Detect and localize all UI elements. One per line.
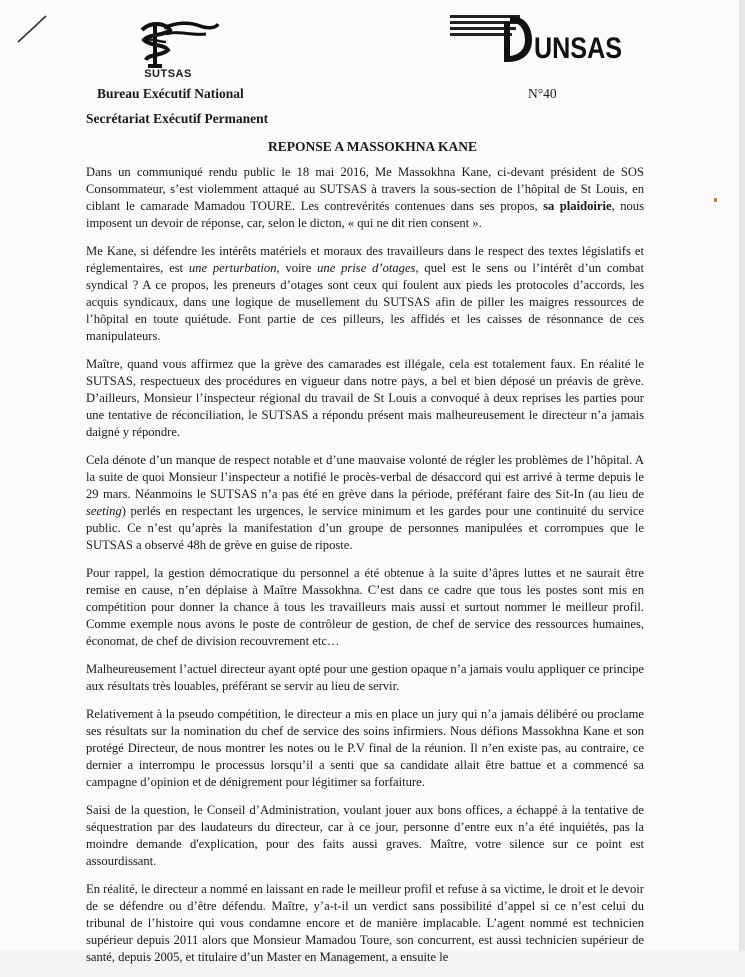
paragraph-text-run: , nous imposent un devoir de réponse, car, selon le dicton, « qui ne dit rien consent ».	[86, 199, 644, 230]
paragraph-2	[86, 243, 644, 345]
logo-right-label: UNSAS	[534, 32, 622, 65]
paragraph-7	[86, 706, 644, 791]
paragraph-text-run: En réalité, le directeur a nommé en laissant en rade le meilleur profil et refuse à sa victime, le droit et le devoir de se défendre ou d’être défendu. Maître, y’a-t-il un verdict sans possibilité d’appel si ce n’est celui du tribunal de l’histoire qui vous condamne encore et de manière implacable. L’agent nommé est technicien supérieur depuis 2011 alors que Monsieur Mamadou Toure, son concurrent, est aussi technicien supérieur de santé, depuis 2005, et titulaire d’un Master en Management, a ensuite le	[86, 882, 644, 964]
unsas-logo	[448, 12, 628, 64]
paragraph-text-run: une perturbation	[188, 261, 277, 275]
paragraph-text-run: seeting	[86, 504, 122, 518]
paragraph-text-run: Malheureusement l’actuel directeur ayant opté pour une gestion opaque n’a jamais voulu appliquer ce principe aux résultats très louables, préférant se servir au lieu de servir.	[86, 662, 644, 693]
document-title: REPONSE A MASSOKHNA KANE	[268, 139, 477, 154]
paragraph-6	[86, 661, 644, 695]
sutsas-logo	[128, 20, 228, 80]
paragraph-1	[86, 164, 644, 232]
paragraph-text-run: Dans un communiqué rendu public le 18 mai 2016, Me Massokhna Kane, ci-devant président de SOS Consommateur, s’est violemment attaqué au SUTSAS à travers la sous-section de l’hôpital de St Louis, en ciblant le camarade Mamadou TOURE. Les contrevérités contenues dans ses propos,	[86, 165, 644, 213]
document-number: N°40	[528, 86, 557, 101]
paragraph-text-run: une prise d’otages	[317, 261, 416, 275]
bureau-heading: Bureau Exécutif National	[97, 86, 244, 101]
paragraph-text-run: Relativement à la pseudo compétition, le directeur a mis en place un jury qui n’a jamais délibéré ou proclame ses résultats sur la nomination du chef de service des soins infirmiers. Nous défions Massokhna Kane et son protégé Directeur, de nous montrer les notes ou le P.V final de la réunion. Il n’en existe pas, au contraire, ce dernier a interrompu le processus lorsqu’il a senti que sa candidate allait être battue et a commencé sa campagne d’opinion et de dénigrement pour légitimer sa forfaiture.	[86, 707, 644, 789]
caduceus-icon	[136, 20, 220, 70]
paragraph-text-run: sa plaidoirie	[543, 199, 612, 213]
paragraph-3	[86, 356, 644, 441]
logo-left-label: SUTSAS	[144, 68, 192, 80]
paragraph-text-run: Maître, quand vous affirmez que la grève des camarades est illégale, cela est totalement faux. En réalité le SUTSAS, respectueux des procédures en vigueur dans notre pays, a bel et bien déposé un préavis de grève. D’ailleurs, Monsieur l’inspecteur régional du travail de St Louis a convoqué à deux reprises les parties pour une tentative de réconciliation, le SUTSAS a répondu présent mais malheureusement le directeur n’a jamais daigné y répondre.	[86, 357, 644, 439]
document-body	[86, 164, 644, 977]
pen-stroke-mark	[16, 14, 50, 44]
paragraph-5	[86, 565, 644, 650]
paragraph-text-run: Saisi de la question, le Conseil d’Administration, voulant jouer aux bons offices, a échappé à la tentative de séquestration par des laudateurs du directeur, car à ce jour, personne d’entre eux n’a été inquiétés, pas la moindre demande d'explication, pour des faits aussi graves. Maître, votre silence sur ce point est assourdissant.	[86, 803, 644, 868]
paragraph-4	[86, 452, 644, 554]
paragraph-text-run: Pour rappel, la gestion démocratique du personnel a été obtenue à la suite d’âpres luttes et ne saurait être remise en cause, n’en déplaise à Maître Massokhna. C’est dans ce cadre que tous les postes sont mis en compétition pour donner la chance à tous les travailleurs mais aussi et surtout nommer le meilleur profil. Comme exemple nous avons le poste de contrôleur de gestion, de chef de service des ressources humaines, économat, de chef de division recouvrement etc…	[86, 566, 644, 648]
scan-speck	[714, 198, 717, 202]
paragraph-text-run: Me Kane, si défendre les intérêts matériels et moraux des travailleurs dans le respect des textes législatifs et réglementaires, est	[86, 244, 644, 275]
paragraph-9	[86, 881, 644, 966]
paragraph-text-run: , quel est le sens ou l’intérêt d’un combat syndical ? A ce propos, les preneurs d’otages sont ceux qui foulent aux pieds les protocoles d’accords, les acquis syndicaux, dans une logique de musellement du SUTSAS afin de piller les maigres ressources de l’hôpital en toute quiétude. Font partie de ces pilleurs, les affidés et les caisses de résonnance de ces manipulateurs.	[86, 261, 644, 343]
paragraph-text-run: Cela dénote d’un manque de respect notable et d’une mauvaise volonté de régler les problèmes de l’hôpital. A la suite de quoi Monsieur l’inspecteur a notifié le procès-verbal de désaccord qui est arrivé à terme depuis le 29 mars. Néanmoins le SUTSAS n’a pas été en grève dans la période, préférant faire des Sit-In (au lieu de	[86, 453, 644, 501]
paragraph-8	[86, 802, 644, 870]
paragraph-text-run: ) perlés en respectant les urgences, le service minimum et les gardes pour une continuité du service public. Ce n’est qu’après la manifestation d’un groupe de personnes manipulées et corrompues que le SUTSAS a observé 48h de grève en guise de riposte.	[86, 504, 644, 552]
secretariat-heading: Secrétariat Exécutif Permanent	[86, 111, 269, 126]
paragraph-text-run: , voire	[276, 261, 318, 275]
